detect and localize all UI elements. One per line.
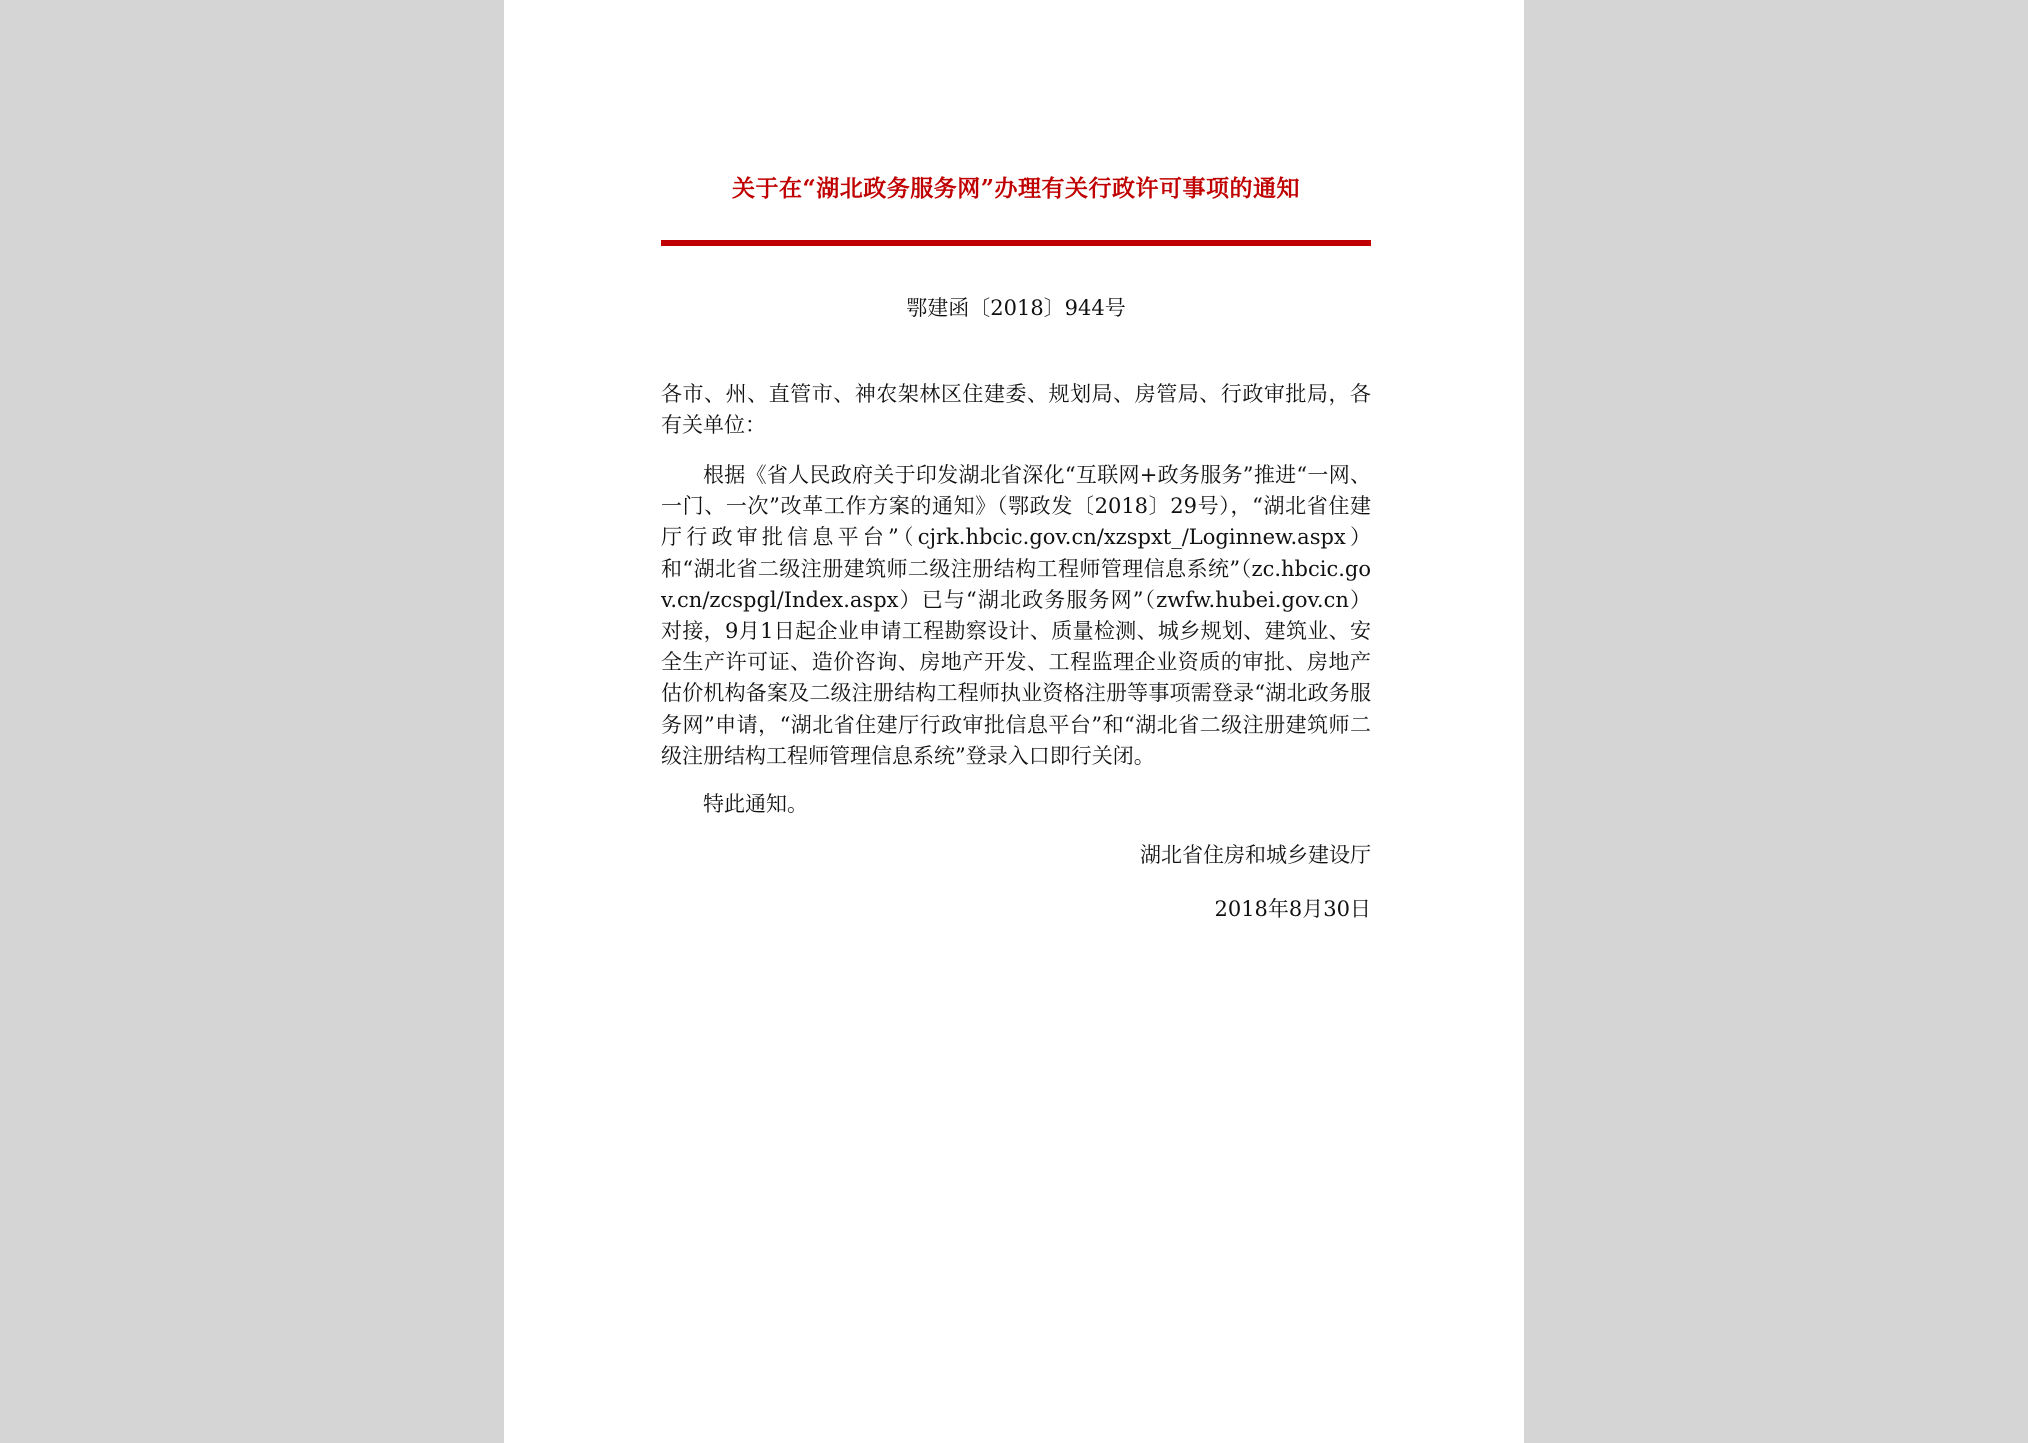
issuing-authority: 湖北省住房和城乡建设厅 bbox=[1140, 843, 1371, 868]
closing-remark: 特此通知。 bbox=[703, 792, 808, 817]
body-paragraph: 根据《省人民政府关于印发湖北省深化“互联网+政务服务”推进“一网、一门、一次”改革工作方案的通知》（鄂政发〔2018〕29号），“湖北省住建厅行政审批信息平台”（cjrk.hbcic.gov.cn/xzspxt_/Loginnew.aspx）和“湖北省二级注册建筑师二级注册结构工程师管理信息系统”（zc.hbcic.gov.cn/zcspgl/Index.aspx）已与“湖北政务服务网”（zwfw.hubei.gov.cn）对接，9月1日起企业申请工程勘察设计、质量检测、城乡规划、建筑业、安全生产许可证、造价咨询、房地产开发、工程监理企业资质的审批、房地产估价机构备案及二级注册结构工程师执业资格注册等事项需登录“湖北政务服务网”申请，“湖北省住建厅行政审批信息平台”和“湖北省二级注册建筑师二级注册结构工程师管理信息系统”登录入口即行关闭。 bbox=[661, 463, 1371, 768]
document-number: 鄂建函〔2018〕944号 bbox=[906, 296, 1126, 320]
document-content bbox=[661, 168, 1371, 925]
issue-date: 2018年8月30日 bbox=[1214, 897, 1371, 922]
salutation: 各市、州、直管市、神农架林区住建委、规划局、房管局、行政审批局，各有关单位： bbox=[661, 382, 1371, 437]
document-title: 关于在“湖北政务服务网”办理有关行政许可事项的通知 bbox=[732, 175, 1300, 202]
document-page bbox=[504, 0, 1524, 1443]
red-header-rule bbox=[661, 240, 1371, 246]
